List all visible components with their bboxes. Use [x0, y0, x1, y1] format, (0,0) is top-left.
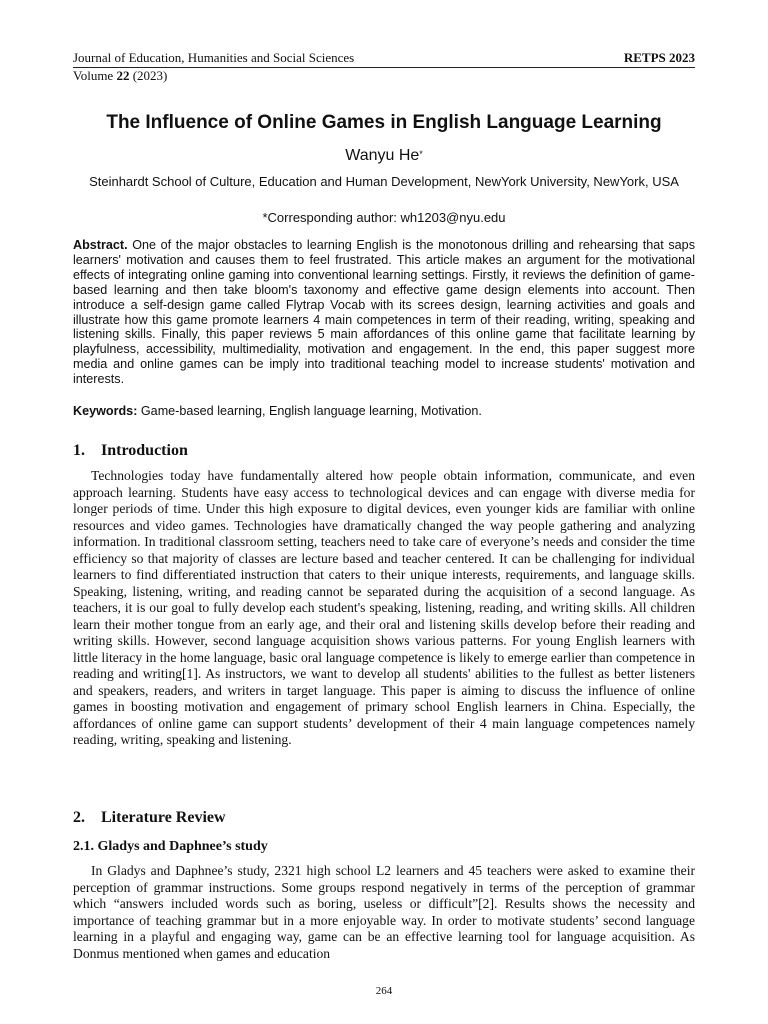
affiliation: Steinhardt School of Culture, Education and Human Development, NewYork University, NewYork, USA [89, 174, 679, 189]
paper-title: The Influence of Online Games in English Language Learning [106, 112, 662, 133]
author-name: Wanyu He [345, 147, 420, 164]
section-title: Introduction [101, 442, 188, 459]
page-number: 264 [375, 985, 393, 997]
subsection-heading: 2.1. Gladys and Daphnee’s study [73, 839, 268, 854]
volume-year: (2023) [129, 68, 168, 83]
literature-paragraph: In Gladys and Daphnee’s study, 2321 high school L2 learners and 45 teachers were asked to examine their perception of grammar instructions. Some groups respond negatively in terms of the perception of grammar which “answers included words such as boring, useless or difficult”[2]. Results shows the necessity and importance of teaching grammar but in a more enjoyable way. In order to motivate students’ second language learning in a playful and engaging way, game can be an effective learning tool for language acquisition. As Donmus mentioned when games and education [73, 863, 695, 961]
author-line [40, 146, 728, 166]
section-heading-introduction [73, 441, 188, 461]
section-number: 2. [73, 809, 85, 826]
abstract-label: Abstract. [73, 238, 128, 252]
conference-label: RETPS 2023 [623, 50, 695, 65]
section-number: 1. [73, 442, 85, 459]
introduction-paragraph: Technologies today have fundamentally altered how people obtain information, communicate, and even approach learning. Students have easy access to technological devices and can engage with diverse media for longer periods of time. Under this high exposure to digital devices, even younger kids are familiar with online resources and video games. Technologies have dramatically changed the way people gathering and analyzing information. In traditional classroom setting, teachers need to take care of everyone’s needs and consider the time efficiency so that majority of classes are lecture based and teacher centered. It can be challenging for individual learners to find differentiated instruction that caters to their unique interests, requirements, and language skills. Speaking, listening, writing, and reading cannot be separated during the acquisition of a second language. As teachers, it is our goal to fully develop each student's speaking, listening, reading, and writing skills. All children learn their mother tongue from an early age, and their oral and listening skills develop before their reading and writing skills. However, second language acquisition shows various patterns. For young English learners with little literacy in the home language, basic oral language competence is likely to emerge earlier than competence in reading and writing[1]. As instructors, we want to develop all students' abilities to the fullest as better listeners and speakers, readers, and writers in target language. This paper is aiming to discuss the influence of online games in boosting motivation and engagement of primary school English learners in China. Especially, the affordances of online game can support students’ development of their 4 main language competences namely reading, writing, speaking and listening. [73, 468, 695, 747]
running-header [73, 50, 695, 66]
keywords [73, 404, 695, 419]
author-mark: * [419, 149, 423, 159]
section-title: Literature Review [101, 809, 226, 826]
keywords-text: Game-based learning, English language learning, Motivation. [137, 404, 482, 418]
abstract-text: One of the major obstacles to learning English is the monotonous drilling and rehearsing that saps learners' motivation and causes them to feel frustrated. This article makes an argument for the motivational effects of integrating online gaming into conventional learning settings. Firstly, it reviews the definition of game-based learning and then take bloom's taxonomy and effective game design elements into account. Then introduce a self-design game called Flytrap Vocab with its screes design, learning activities and goals and illustrate how this game promote learners 4 main competences in term of their reading, writing, speaking and listening skills. Finally, this paper reviews 5 main affordances of this online game that facilitate learning by playfulness, accessibility, multimediality, motivation and engagement. In the end, this paper suggest more media and online games can be imply into traditional teaching model to increase students' motivation and interests. [73, 238, 695, 387]
volume-line [73, 68, 695, 84]
keywords-label: Keywords: [73, 404, 138, 418]
abstract [73, 238, 695, 387]
volume-number: 22 [116, 68, 130, 83]
section-heading-literature-review [73, 808, 226, 828]
corresponding-author: *Corresponding author: wh1203@nyu.edu [262, 210, 506, 225]
journal-name: Journal of Education, Humanities and Social Sciences [73, 50, 355, 65]
volume-prefix: Volume [73, 68, 117, 83]
